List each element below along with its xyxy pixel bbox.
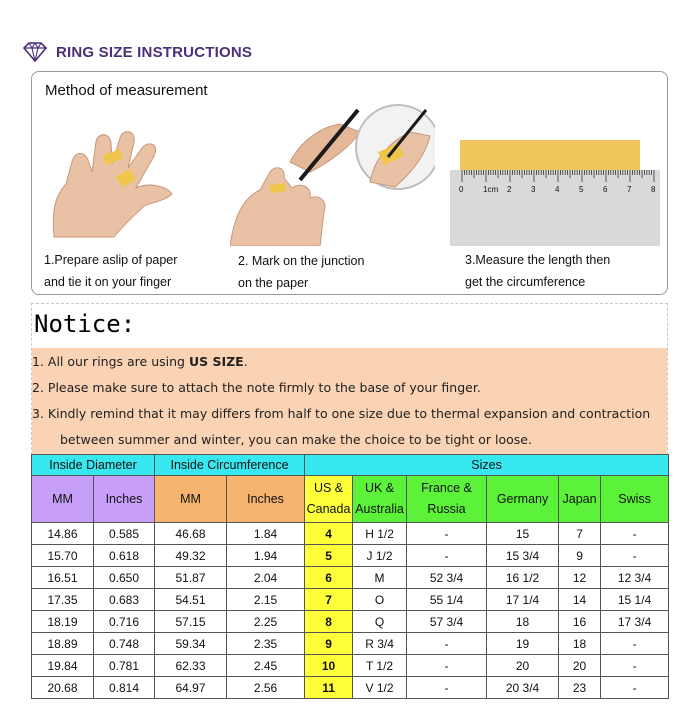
measurement-panel	[31, 71, 668, 295]
notice-band	[32, 348, 667, 454]
cell-inches-diameter: 0.814	[94, 677, 155, 699]
header-us-canada	[305, 476, 353, 523]
cell-swiss-size: -	[601, 633, 669, 655]
step1-line1: 1.Prepare aslip of paper	[44, 253, 178, 267]
cell-france-size: -	[407, 633, 487, 655]
step3-ruler-image	[450, 102, 660, 246]
header-fr-line1: France &	[421, 481, 472, 495]
step1-line2: and tie it on your finger	[44, 275, 172, 289]
cell-inches-diameter: 0.650	[94, 567, 155, 589]
notice-section	[31, 303, 668, 455]
cell-germany-size: 15 3/4	[487, 545, 559, 567]
step1-hand-image	[44, 102, 209, 246]
cell-uk-size: T 1/2	[353, 655, 407, 677]
cell-inches-diameter: 0.683	[94, 589, 155, 611]
cell-japan-size: 14	[559, 589, 601, 611]
cell-us-size: 5	[305, 545, 353, 567]
cell-germany-size: 15	[487, 523, 559, 545]
header-japan: Japan	[559, 476, 601, 523]
cell-japan-size: 20	[559, 655, 601, 677]
header-mm-diameter: MM	[32, 476, 94, 523]
cell-uk-size: M	[353, 567, 407, 589]
cell-japan-size: 18	[559, 633, 601, 655]
notice-line-4: between summer and winter, you can make the choice to be tight or loose.	[60, 432, 532, 447]
ruler-label: 0	[459, 185, 464, 194]
table-header-row	[32, 476, 669, 523]
ruler-label: 5	[579, 185, 584, 194]
header-france-russia	[407, 476, 487, 523]
cell-japan-size: 23	[559, 677, 601, 699]
cell-us-size: 11	[305, 677, 353, 699]
notice-us-size: US SIZE	[188, 354, 244, 369]
header-inches-diameter: Inches	[94, 476, 155, 523]
table-row	[32, 611, 669, 633]
header-us-line1: US &	[313, 481, 344, 495]
cell-inches-circumference: 2.35	[227, 633, 305, 655]
notice-title: Notice:	[34, 310, 136, 338]
cell-mm-circumference: 57.15	[155, 611, 227, 633]
step3-caption	[465, 249, 665, 293]
cell-mm-circumference: 51.87	[155, 567, 227, 589]
cell-france-size: -	[407, 523, 487, 545]
cell-mm-diameter: 14.86	[32, 523, 94, 545]
table-group-row	[32, 455, 669, 476]
table-row	[32, 589, 669, 611]
cell-inches-diameter: 0.781	[94, 655, 155, 677]
cell-france-size: 55 1/4	[407, 589, 487, 611]
panel-title: Method of measurement	[45, 82, 208, 99]
cell-swiss-size: 17 3/4	[601, 611, 669, 633]
table-row	[32, 655, 669, 677]
ruler-label: 1cm	[483, 185, 499, 194]
group-inside-circumference: Inside Circumference	[155, 455, 305, 476]
cell-uk-size: Q	[353, 611, 407, 633]
cell-japan-size: 9	[559, 545, 601, 567]
cell-japan-size: 16	[559, 611, 601, 633]
step2-caption	[238, 250, 428, 294]
cell-mm-circumference: 46.68	[155, 523, 227, 545]
header-mm-circumference: MM	[155, 476, 227, 523]
cell-mm-circumference: 54.51	[155, 589, 227, 611]
table-row	[32, 567, 669, 589]
cell-mm-circumference: 49.32	[155, 545, 227, 567]
cell-mm-diameter: 15.70	[32, 545, 94, 567]
table-body	[32, 523, 669, 699]
header-fr-line2: Russia	[427, 502, 466, 516]
ruler-label: 3	[531, 185, 536, 194]
cell-inches-circumference: 2.25	[227, 611, 305, 633]
cell-mm-diameter: 16.51	[32, 567, 94, 589]
cell-japan-size: 12	[559, 567, 601, 589]
cell-us-size: 6	[305, 567, 353, 589]
cell-mm-diameter: 19.84	[32, 655, 94, 677]
cell-germany-size: 18	[487, 611, 559, 633]
cell-us-size: 10	[305, 655, 353, 677]
group-inside-diameter: Inside Diameter	[32, 455, 155, 476]
cell-mm-diameter: 20.68	[32, 677, 94, 699]
cell-germany-size: 20 3/4	[487, 677, 559, 699]
ruler-label: 6	[603, 185, 608, 194]
ruler-label: 8	[651, 185, 656, 194]
table-row	[32, 545, 669, 567]
diamond-icon	[22, 42, 48, 62]
header-uk-line2: Australia	[355, 502, 404, 516]
step3-line1: 3.Measure the length then	[465, 253, 611, 267]
notice-line-1-end: .	[243, 354, 248, 369]
cell-inches-circumference: 1.84	[227, 523, 305, 545]
cell-inches-diameter: 0.748	[94, 633, 155, 655]
page-header	[22, 40, 252, 64]
header-us-line2: Canada	[306, 502, 351, 516]
cell-swiss-size: 12 3/4	[601, 567, 669, 589]
table-row	[32, 677, 669, 699]
cell-mm-diameter: 17.35	[32, 589, 94, 611]
notice-line-3: 3. Kindly remind that it may differs from half to one size due to thermal expansion and contraction	[32, 406, 651, 421]
cell-mm-circumference: 62.33	[155, 655, 227, 677]
step1-caption	[44, 249, 214, 293]
ruler-label: 2	[507, 185, 512, 194]
cell-swiss-size: -	[601, 545, 669, 567]
cell-uk-size: V 1/2	[353, 677, 407, 699]
cell-uk-size: R 3/4	[353, 633, 407, 655]
cell-mm-diameter: 18.19	[32, 611, 94, 633]
cell-mm-circumference: 64.97	[155, 677, 227, 699]
cell-inches-circumference: 1.94	[227, 545, 305, 567]
header-swiss: Swiss	[601, 476, 669, 523]
step2-line2: on the paper	[238, 276, 309, 290]
cell-germany-size: 16 1/2	[487, 567, 559, 589]
cell-inches-circumference: 2.56	[227, 677, 305, 699]
cell-france-size: -	[407, 655, 487, 677]
page-title: RING SIZE INSTRUCTIONS	[56, 43, 253, 61]
cell-france-size: 52 3/4	[407, 567, 487, 589]
group-sizes: Sizes	[305, 455, 669, 476]
cell-uk-size: J 1/2	[353, 545, 407, 567]
step2-marking-image	[230, 102, 435, 246]
cell-france-size: 57 3/4	[407, 611, 487, 633]
ruler-label: 7	[627, 185, 632, 194]
notice-line-1	[32, 354, 248, 369]
step2-line1: 2. Mark on the junction	[238, 254, 365, 268]
cell-us-size: 4	[305, 523, 353, 545]
cell-uk-size: O	[353, 589, 407, 611]
cell-inches-diameter: 0.716	[94, 611, 155, 633]
header-inches-circumference: Inches	[227, 476, 305, 523]
cell-swiss-size: 15 1/4	[601, 589, 669, 611]
cell-france-size: -	[407, 545, 487, 567]
cell-swiss-size: -	[601, 677, 669, 699]
cell-mm-diameter: 18.89	[32, 633, 94, 655]
cell-inches-diameter: 0.585	[94, 523, 155, 545]
cell-germany-size: 17 1/4	[487, 589, 559, 611]
cell-germany-size: 20	[487, 655, 559, 677]
cell-us-size: 7	[305, 589, 353, 611]
cell-inches-circumference: 2.45	[227, 655, 305, 677]
cell-inches-circumference: 2.04	[227, 567, 305, 589]
notice-line-1-text: 1. All our rings are using	[32, 354, 189, 369]
cell-us-size: 8	[305, 611, 353, 633]
header-uk-australia	[353, 476, 407, 523]
cell-france-size: -	[407, 677, 487, 699]
table-row	[32, 633, 669, 655]
header-uk-line1: UK &	[364, 481, 395, 495]
cell-swiss-size: -	[601, 655, 669, 677]
step3-line2: get the circumference	[465, 275, 586, 289]
cell-inches-diameter: 0.618	[94, 545, 155, 567]
cell-us-size: 9	[305, 633, 353, 655]
cell-swiss-size: -	[601, 523, 669, 545]
notice-line-2: 2. Please make sure to attach the note firmly to the base of your finger.	[32, 380, 481, 395]
cell-mm-circumference: 59.34	[155, 633, 227, 655]
ruler-label: 4	[555, 185, 560, 194]
ring-size-table	[31, 454, 669, 699]
cell-uk-size: H 1/2	[353, 523, 407, 545]
cell-germany-size: 19	[487, 633, 559, 655]
cell-inches-circumference: 2.15	[227, 589, 305, 611]
cell-japan-size: 7	[559, 523, 601, 545]
table-row	[32, 523, 669, 545]
header-germany: Germany	[487, 476, 559, 523]
